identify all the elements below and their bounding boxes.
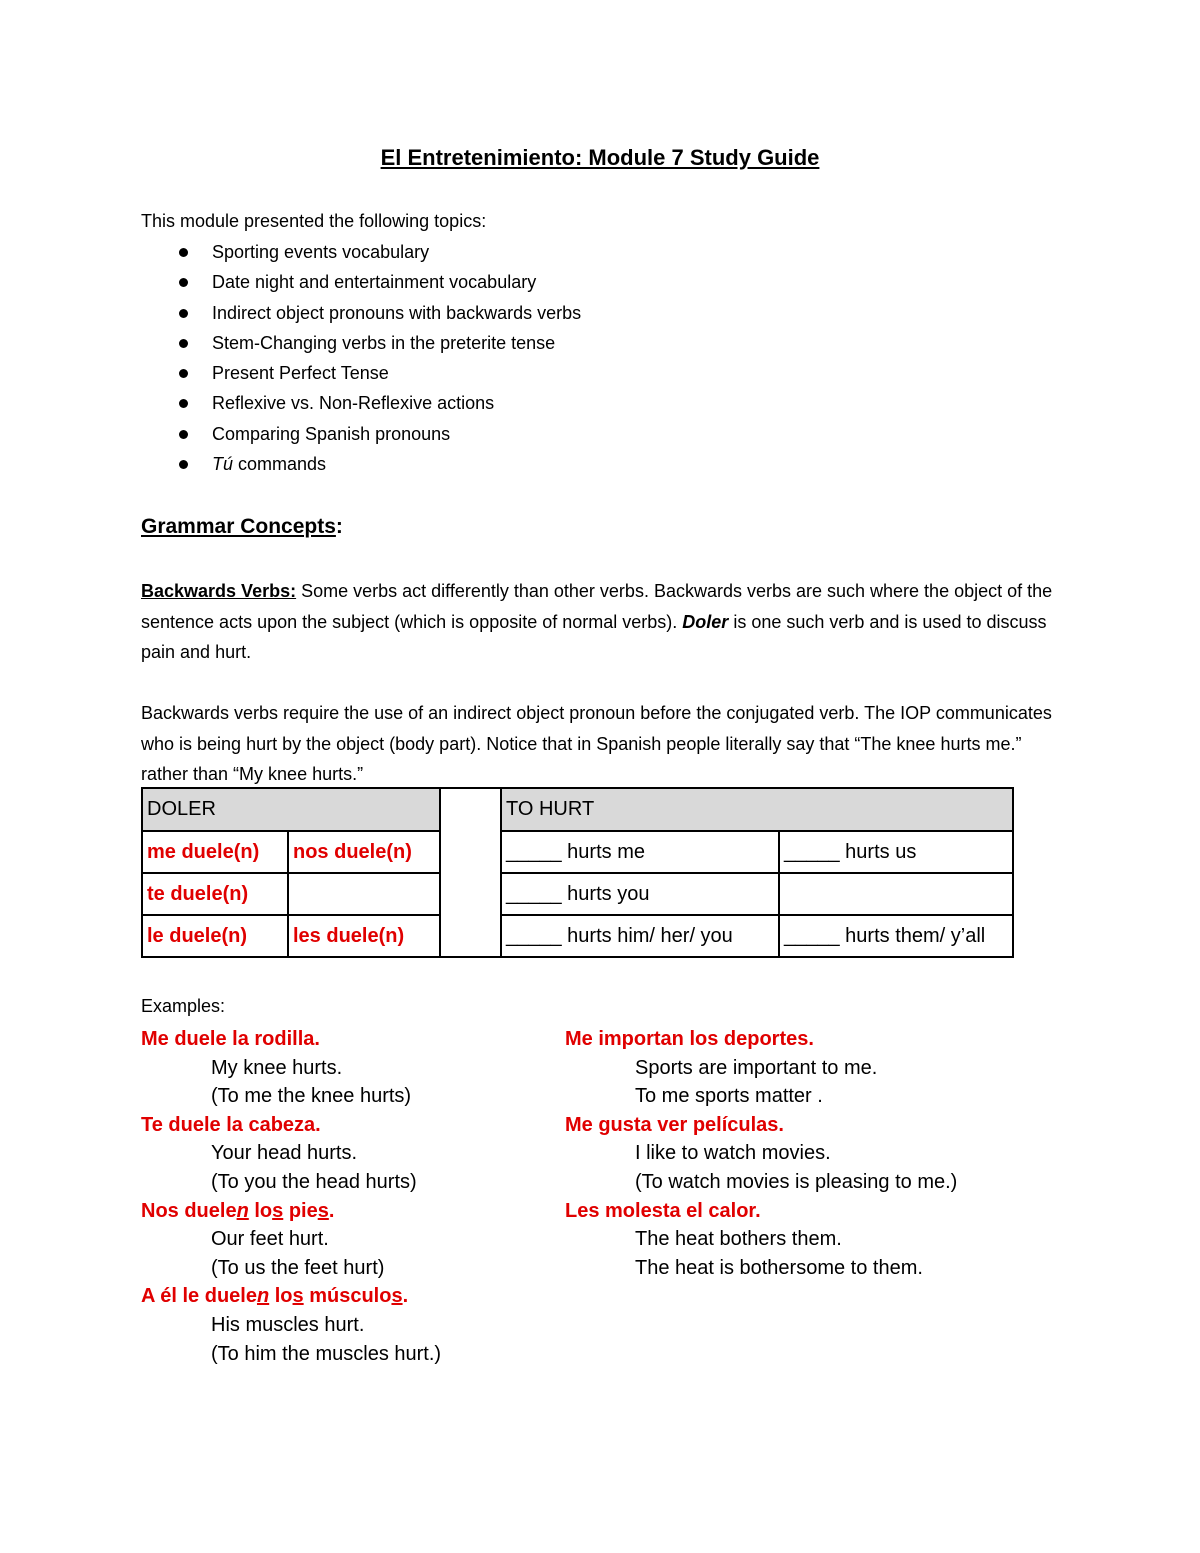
table-row: me duele(n) nos duele(n) _____ hurts me _____ hurts us bbox=[142, 831, 1013, 873]
topics-list bbox=[141, 240, 581, 482]
example-literal: (To watch movies is pleasing to me.) bbox=[635, 1170, 958, 1193]
backwards-verbs-label: Backwards Verbs: bbox=[141, 581, 297, 601]
tu-emphasis: Tú bbox=[212, 454, 234, 475]
bullet-icon bbox=[179, 339, 188, 348]
example-english: Our feet hurt. bbox=[211, 1228, 329, 1251]
example-spanish: Nos duelen los pies. bbox=[141, 1199, 335, 1222]
example-spanish: A él le duelen los músculos. bbox=[141, 1285, 409, 1308]
examples-right-column bbox=[565, 1025, 957, 1282]
bullet-icon bbox=[179, 460, 188, 469]
examples-left-column bbox=[141, 1025, 441, 1368]
grammar-heading: Grammar Concepts: bbox=[141, 515, 343, 538]
example-english: The heat bothers them. bbox=[635, 1228, 842, 1251]
example-literal: (To me the knee hurts) bbox=[211, 1085, 412, 1108]
example-literal: To me sports matter . bbox=[635, 1085, 823, 1108]
iop-paragraph: Backwards verbs require the use of an indirect object pronoun before the conjugated verb. The IOP communicates who is being hurt by the object (body part). Notice that in Spanish people literally say that “The knee hurts me.” rather than “My knee hurts.” bbox=[141, 703, 1052, 784]
doler-conjugation-table bbox=[141, 787, 1014, 958]
bullet-icon bbox=[179, 430, 188, 439]
table-row: le duele(n) les duele(n) _____ hurts him/ her/ you _____ hurts them/ y’all bbox=[142, 915, 1013, 957]
example-literal: (To us the feet hurt) bbox=[211, 1256, 385, 1279]
example-english: Your head hurts. bbox=[211, 1142, 358, 1165]
list-item: Tú commands bbox=[141, 452, 581, 482]
example-literal: (To you the head hurts) bbox=[211, 1170, 417, 1193]
bullet-icon bbox=[179, 399, 188, 408]
page-title: El Entretenimiento: Module 7 Study Guide bbox=[380, 145, 820, 170]
doler-header: DOLER bbox=[142, 788, 440, 831]
doler-emphasis: Doler bbox=[682, 611, 729, 632]
table-row: te duele(n) _____ hurts you bbox=[142, 873, 1013, 915]
list-item: Indirect object pronouns with backwards verbs bbox=[141, 301, 581, 331]
backwards-verbs-paragraph: Backwards Verbs: Some verbs act differently than other verbs. Backwards verbs are such where the object of the sentence acts upon the subject (which is opposite of normal verbs). Doler is one such verb and is used to discuss pain and hurt. bbox=[141, 581, 1053, 662]
bullet-icon bbox=[179, 309, 188, 318]
list-item: Comparing Spanish pronouns bbox=[141, 422, 581, 452]
example-spanish: Te duele la cabeza. bbox=[141, 1113, 321, 1136]
list-item: Sporting events vocabulary bbox=[141, 240, 581, 270]
example-literal: The heat is bothersome to them. bbox=[635, 1256, 923, 1279]
intro-text: This module presented the following topics: bbox=[141, 211, 487, 231]
list-item: Stem-Changing verbs in the preterite tense bbox=[141, 331, 581, 361]
example-spanish: Me gusta ver películas. bbox=[565, 1113, 784, 1136]
example-spanish: Me duele la rodilla. bbox=[141, 1028, 320, 1050]
bullet-icon bbox=[179, 278, 188, 287]
bullet-icon bbox=[179, 248, 188, 257]
table-spacer bbox=[440, 788, 501, 957]
examples-label: Examples: bbox=[141, 996, 226, 1016]
bullet-icon bbox=[179, 369, 188, 378]
example-english: Sports are important to me. bbox=[635, 1056, 878, 1079]
list-item: Present Perfect Tense bbox=[141, 361, 581, 391]
example-spanish: Me importan los deportes. bbox=[565, 1028, 814, 1050]
example-english: My knee hurts. bbox=[211, 1056, 343, 1079]
to-hurt-header: TO HURT bbox=[501, 788, 1013, 831]
example-literal: (To him the muscles hurt.) bbox=[211, 1342, 442, 1365]
example-spanish: Les molesta el calor. bbox=[565, 1199, 761, 1222]
list-item: Reflexive vs. Non-Reflexive actions bbox=[141, 391, 581, 421]
example-english: His muscles hurt. bbox=[211, 1313, 365, 1336]
list-item: Date night and entertainment vocabulary bbox=[141, 270, 581, 300]
example-english: I like to watch movies. bbox=[635, 1142, 831, 1165]
